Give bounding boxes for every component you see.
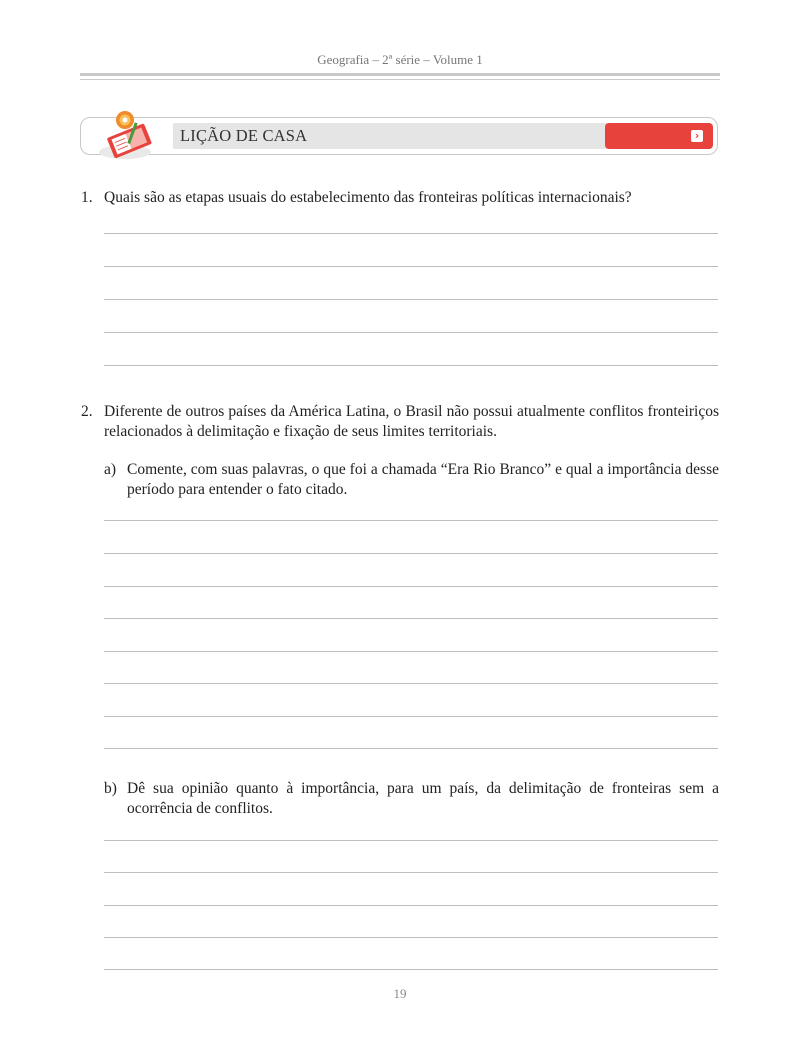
header-rule-thin <box>80 79 720 80</box>
banner-accent <box>605 123 713 149</box>
answer-line[interactable] <box>104 748 718 749</box>
answer-line[interactable] <box>104 716 718 717</box>
arrow-right-icon: › <box>691 130 703 142</box>
subquestion-letter: b) <box>104 780 117 797</box>
answer-line[interactable] <box>104 683 718 684</box>
answer-line[interactable] <box>104 969 718 970</box>
answer-line[interactable] <box>104 586 718 587</box>
answer-line[interactable] <box>104 651 718 652</box>
running-header: Geografia – 2ª série – Volume 1 <box>317 52 483 67</box>
pencil-and-notebook-icon <box>95 106 159 162</box>
answer-line[interactable] <box>104 332 718 333</box>
answer-line[interactable] <box>104 365 718 366</box>
answer-line[interactable] <box>104 299 718 300</box>
answer-line[interactable] <box>104 233 718 234</box>
answer-line[interactable] <box>104 937 718 938</box>
question-text: Diferente de outros países da América Latina, o Brasil não possui atualmente conflitos fronteiriços relacionados à delimitação e fixação de seus limites territoriais. <box>104 403 719 440</box>
banner-title: LIÇÃO DE CASA <box>180 126 308 145</box>
answer-line[interactable] <box>104 618 718 619</box>
subquestion-text: Comente, com suas palavras, o que foi a chamada “Era Rio Branco” e qual a importância desse período para entender o fato citado. <box>127 461 719 498</box>
subquestion-letter: a) <box>104 461 117 478</box>
question-2 <box>81 402 721 442</box>
answer-line[interactable] <box>104 520 718 521</box>
subquestion-text: Dê sua opinião quanto à importância, para um país, da delimitação de fronteiras sem a ocorrência de conflitos. <box>127 780 719 817</box>
question-text: Quais são as etapas usuais do estabelecimento das fronteiras políticas internacionais? <box>104 189 632 206</box>
answer-line[interactable] <box>104 905 718 906</box>
homework-banner <box>80 117 718 155</box>
answer-line[interactable] <box>104 872 718 873</box>
question-number: 1. <box>81 189 93 206</box>
answer-line[interactable] <box>104 840 718 841</box>
page-number: 19 <box>393 986 407 1001</box>
question-number: 2. <box>81 403 93 420</box>
answer-line[interactable] <box>104 266 718 267</box>
header-rule <box>80 73 720 76</box>
subquestion-b <box>104 779 720 819</box>
subquestion-a <box>104 460 720 500</box>
answer-line[interactable] <box>104 553 718 554</box>
question-1 <box>81 188 721 208</box>
